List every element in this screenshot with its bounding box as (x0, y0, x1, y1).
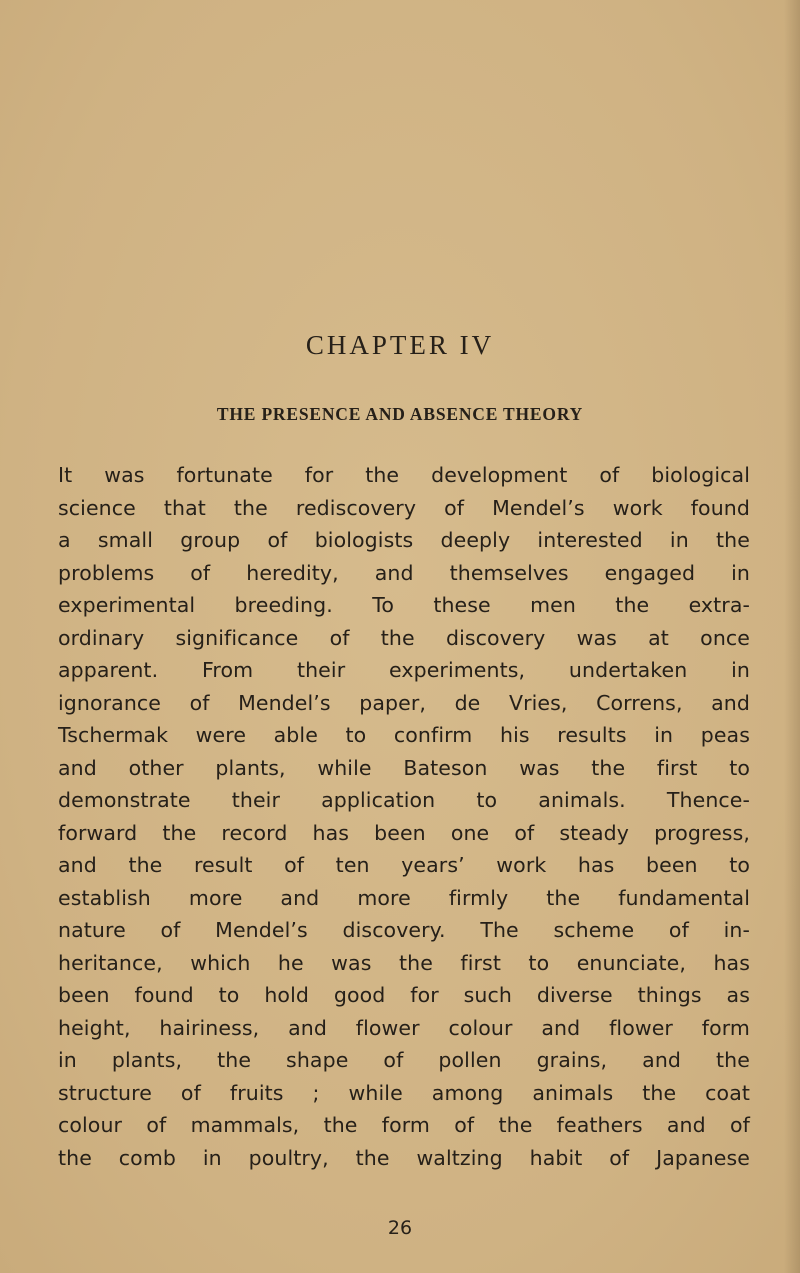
page-edge-shadow (784, 0, 800, 1273)
text-line: and other plants, while Bateson was the first to (58, 755, 750, 780)
text-line: ignorance of Mendel’s paper, de Vries, Correns, and (58, 690, 750, 715)
text-line: It was fortunate for the development of biological (58, 463, 750, 487)
text-line: nature of Mendel’s discovery. The scheme of in- (58, 918, 750, 942)
text-line: heritance, which he was the first to enunciate, has (58, 950, 750, 975)
text-line: science that the rediscovery of Mendel’s work found (58, 495, 750, 520)
text-line: height, hairiness, and flower colour and flower form (58, 1015, 750, 1040)
text-line: forward the record has been one of steady progress, (58, 820, 750, 845)
text-line: in plants, the shape of pollen grains, and the (58, 1048, 750, 1072)
text-line: been found to hold good for such diverse things as (58, 983, 750, 1007)
text-line: the comb in poultry, the waltzing habit of Japanese (58, 1145, 750, 1170)
chapter-heading: CHAPTER IV (305, 330, 495, 360)
text-line: demonstrate their application to animals. Thence- (58, 788, 750, 812)
chapter-title: THE PRESENCE AND ABSENCE THEORY (216, 404, 584, 424)
page-number: 26 (387, 1217, 413, 1239)
text-line: ordinary significance of the discovery was at once (58, 625, 750, 650)
text-line: Tschermak were able to confirm his results in peas (58, 723, 750, 747)
text-line: establish more and more firmly the fundamental (58, 885, 750, 910)
text-line: and the result of ten years’ work has been to (58, 853, 750, 877)
text-line: a small group of biologists deeply interested in the (58, 528, 750, 552)
text-line: colour of mammals, the form of the feathers and of (58, 1113, 750, 1137)
text-line: experimental breeding. To these men the extra- (58, 593, 750, 617)
text-line: apparent. From their experiments, undertaken in (58, 658, 750, 682)
text-line: structure of fruits ; while among animals the coat (58, 1080, 750, 1105)
text-line: problems of heredity, and themselves engaged in (58, 560, 750, 585)
body-paragraph (58, 459, 750, 1174)
